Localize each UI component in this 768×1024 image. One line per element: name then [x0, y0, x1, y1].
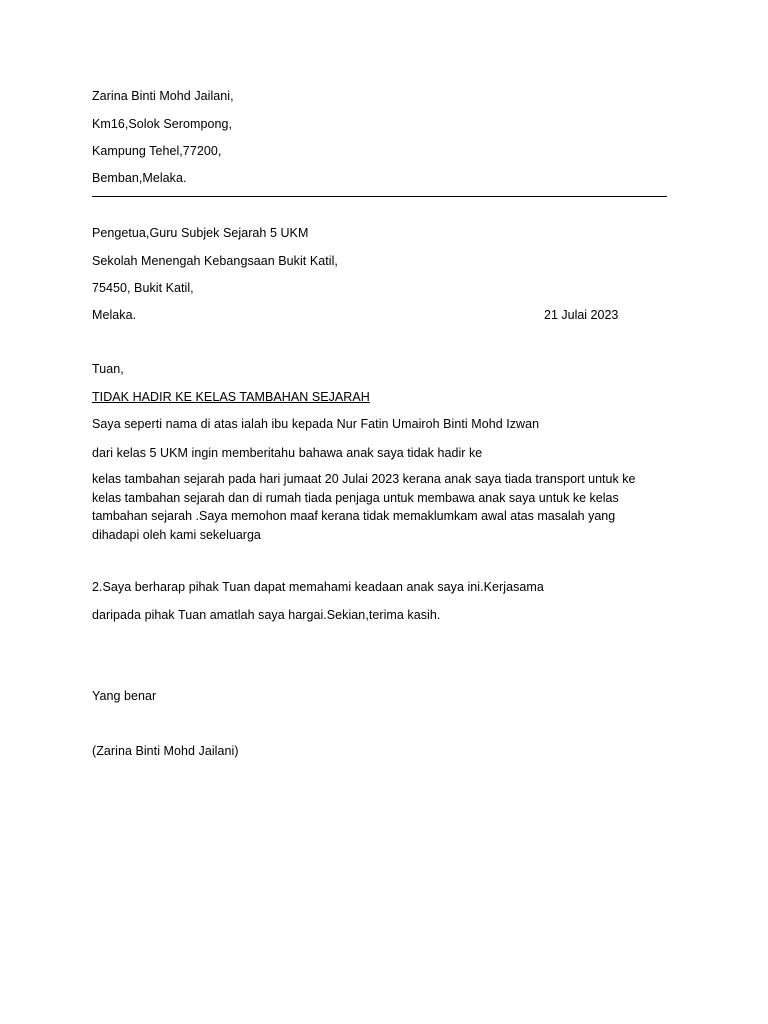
closing: Yang benar [92, 689, 157, 703]
body-line-1: Saya seperti nama di atas ialah ibu kepada Nur Fatin Umairoh Binti Mohd Izwan [92, 417, 540, 431]
sender-address-line-1: Km16,Solok Serompong, [92, 117, 233, 131]
sender-name: Zarina Binti Mohd Jailani, [92, 89, 234, 103]
salutation: Tuan, [92, 362, 124, 376]
body-paragraph-line: dihadapi oleh kami sekeluarga [92, 527, 261, 542]
letter-date: 21 Julai 2023 [544, 308, 619, 322]
recipient-line-3: 75450, Bukit Katil, [92, 281, 194, 295]
body-paragraph-line: kelas tambahan sejarah pada hari jumaat 20 Julai 2023 kerana anak saya tiada transport untuk ke [92, 472, 636, 486]
body-paragraph-line: kelas tambahan sejarah dan di rumah tiada penjaga untuk membawa anak saya untuk ke kelas [92, 490, 619, 505]
sender-address-line-2: Kampung Tehel,77200, [92, 144, 222, 158]
recipient-line-4: Melaka. [92, 308, 137, 322]
body-paragraph-line: tambahan sejarah .Saya memohon maaf kerana tidak memaklumkam awal atas masalah yang [92, 509, 616, 523]
divider-line [92, 196, 667, 197]
sender-address-line-3: Bemban,Melaka. [92, 171, 187, 185]
body-paragraph-2-line-2: daripada pihak Tuan amatlah saya hargai.Sekian,terima kasih. [92, 608, 441, 622]
signature-name: (Zarina Binti Mohd Jailani) [92, 744, 239, 758]
letter-subject: TIDAK HADIR KE KELAS TAMBAHAN SEJARAH [92, 390, 370, 404]
body-paragraph [92, 470, 668, 544]
recipient-line-2: Sekolah Menengah Kebangsaan Bukit Katil, [92, 254, 338, 268]
body-paragraph-2-line-1: 2.Saya berharap pihak Tuan dapat memahami keadaan anak saya ini.Kerjasama [92, 580, 544, 594]
recipient-line-1: Pengetua,Guru Subjek Sejarah 5 UKM [92, 226, 309, 240]
body-line-2: dari kelas 5 UKM ingin memberitahu bahawa anak saya tidak hadir ke [92, 446, 483, 460]
